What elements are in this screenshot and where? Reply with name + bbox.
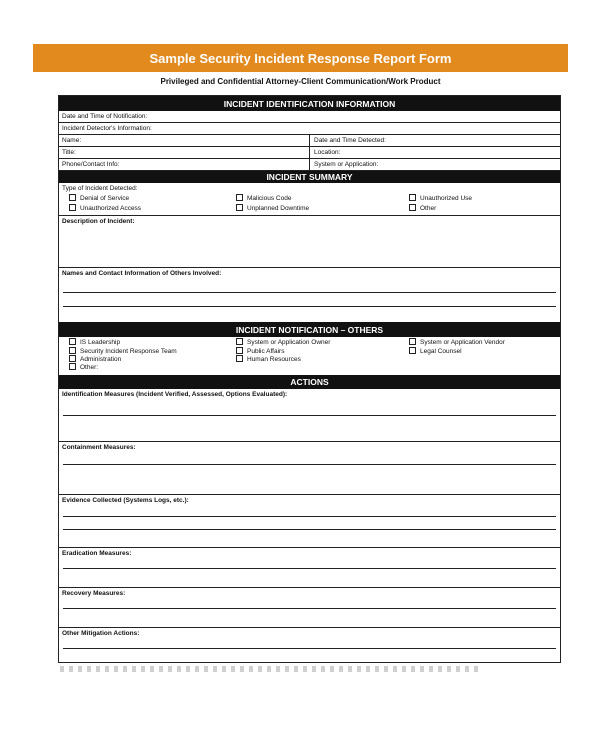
checkbox-other-type[interactable]: Other (409, 205, 436, 212)
section-summary-header: INCIDENT SUMMARY (59, 171, 560, 183)
form-title-bar (33, 44, 568, 72)
label-evidence-collected: Evidence Collected (Systems Logs, etc.): (62, 497, 189, 504)
column-divider (309, 159, 310, 171)
write-line (63, 648, 556, 649)
row-phone[interactable] (59, 159, 560, 171)
section-actions-header: ACTIONS (59, 375, 560, 389)
label-identification-measures: Identification Measures (Incident Verified, Assessed, Options Evaluated): (62, 391, 288, 398)
write-line (63, 292, 556, 293)
write-line (63, 529, 556, 530)
label-name: Name: (62, 137, 82, 144)
checkbox-other-notification[interactable]: Other: (69, 364, 98, 371)
row-incident-type (59, 183, 560, 216)
checkbox-system-owner[interactable]: System or Application Owner (236, 339, 330, 346)
checkbox-unplanned-downtime[interactable]: Unplanned Downtime (236, 205, 309, 212)
label-others-involved: Names and Contact Information of Others Involved: (62, 270, 222, 277)
section-notification-header: INCIDENT NOTIFICATION – OTHERS (59, 322, 560, 337)
write-line (63, 415, 556, 416)
checkbox-sirt[interactable]: Security Incident Response Team (69, 348, 177, 355)
checkbox-unauthorized-use[interactable]: Unauthorized Use (409, 195, 472, 202)
label-recovery-measures: Recovery Measures: (62, 590, 126, 597)
row-title[interactable] (59, 147, 560, 159)
label-containment-measures: Containment Measures: (62, 444, 136, 451)
checkbox-unauthorized-access[interactable]: Unauthorized Access (69, 205, 141, 212)
label-detector-info: Incident Detector's Information: (62, 125, 152, 132)
write-line (63, 516, 556, 517)
label-other-mitigation: Other Mitigation Actions: (62, 630, 140, 637)
form-subtitle: Privileged and Confidential Attorney-Client Communication/Work Product (160, 77, 441, 86)
label-phone: Phone/Contact Info: (62, 161, 120, 168)
checkbox-denial-of-service[interactable]: Denial of Service (69, 195, 129, 202)
write-line (63, 464, 556, 465)
form-title: Sample Security Incident Response Report Form (149, 50, 452, 66)
label-location: Location: (314, 149, 341, 156)
row-others-involved[interactable] (59, 268, 560, 322)
label-description: Description of Incident: (62, 218, 135, 225)
row-description[interactable] (59, 216, 560, 268)
label-date-detected: Date and Time Detected: (314, 137, 386, 144)
row-detector-info[interactable] (59, 123, 560, 135)
column-divider (309, 147, 310, 159)
label-date-notification: Date and Time of Notification: (62, 113, 148, 120)
write-line (63, 608, 556, 609)
row-notification-list (59, 337, 560, 373)
incident-form (58, 95, 561, 663)
row-eradication-measures[interactable] (59, 548, 560, 588)
row-identification-measures[interactable] (59, 389, 560, 442)
row-name[interactable] (59, 135, 560, 147)
checkbox-administration[interactable]: Administration (69, 356, 121, 363)
checkbox-human-resources[interactable]: Human Resources (236, 356, 301, 363)
label-system-app: System or Application: (314, 161, 379, 168)
label-title: Title: (62, 149, 76, 156)
label-incident-type: Type of Incident Detected: (62, 185, 138, 192)
footer-faint-text (60, 666, 480, 672)
checkbox-malicious-code[interactable]: Malicious Code (236, 195, 291, 202)
column-divider (309, 135, 310, 147)
row-date-notification[interactable] (59, 111, 560, 123)
section-identification-header: INCIDENT IDENTIFICATION INFORMATION (59, 96, 560, 111)
checkbox-is-leadership[interactable]: IS Leadership (69, 339, 120, 346)
write-line (63, 306, 556, 307)
row-other-mitigation[interactable] (59, 628, 560, 664)
label-eradication-measures: Eradication Measures: (62, 550, 132, 557)
checkbox-legal-counsel[interactable]: Legal Counsel (409, 348, 462, 355)
checkbox-system-vendor[interactable]: System or Application Vendor (409, 339, 505, 346)
row-recovery-measures[interactable] (59, 588, 560, 628)
row-evidence-collected[interactable] (59, 495, 560, 548)
write-line (63, 568, 556, 569)
row-containment-measures[interactable] (59, 442, 560, 495)
checkbox-public-affairs[interactable]: Public Affairs (236, 348, 284, 355)
